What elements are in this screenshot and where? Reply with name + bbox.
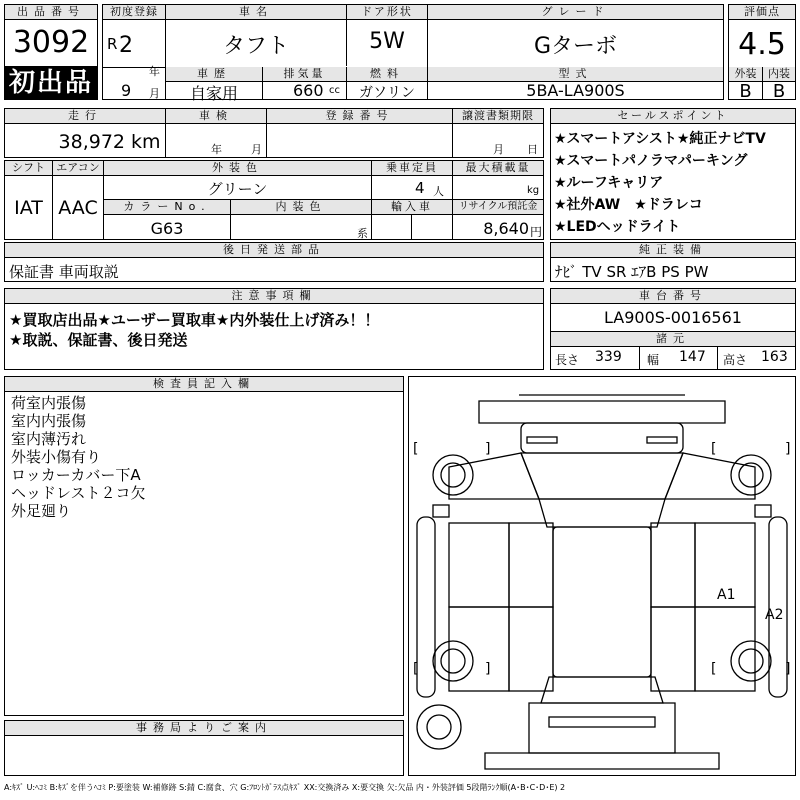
score-box [728,4,796,100]
car-outline [409,377,795,775]
height-value: 163 [761,349,788,365]
ext-color-label: 外装色 [104,161,371,176]
inspector-label: 検査員記入欄 [5,377,403,392]
width-label: 幅 [647,353,660,367]
mileage-value: 38,972 [58,131,125,153]
inspector-line-1: 荷室内張傷 [11,394,87,412]
equipment-label: 純正装備 [551,243,795,258]
length-value: 339 [595,349,622,365]
interior-grade: B [772,81,786,102]
bracket-rear-left-close: ] [485,661,491,677]
transfer-month-unit: 月 [493,143,504,156]
length-label: 長さ [555,353,580,367]
plate-label: 登録番号 [267,109,452,124]
grade-label: グレード [428,5,723,20]
inspector-line-3: 室内薄汚れ [11,430,87,448]
width-value: 147 [679,349,706,365]
first-listing-badge [4,66,98,100]
bracket-rear-right-open: [ [711,661,717,677]
damage-mark-a1: A1 [717,587,736,603]
office-box [4,720,404,776]
specs-label: 諸元 [551,332,795,347]
chassis-value: LA900S-0016561 [604,308,742,327]
exterior-label: 外装 [729,67,762,82]
bracket-right-open: [ [711,441,717,457]
inspector-line-7: 外足廻り [11,502,72,520]
reg-month: 9 [121,81,132,100]
selling-points-label: セールスポイント [551,109,795,124]
inspection-label: 車検 [166,109,266,124]
transfer-day-unit: 日 [527,143,538,156]
bracket-rear-left-open: [ [413,661,419,677]
capacity-label: 乗車定員 [372,161,452,176]
displacement-unit: cc [329,85,340,96]
selling-point-5: ★LEDヘッドライト [554,219,681,235]
inspector-line-6: ヘッドレスト２コ欠 [11,484,146,502]
car-name-label: 車名 [166,5,346,20]
bracket-left-open: [ [413,441,419,457]
equipment-box [550,242,796,282]
month-unit: 月 [149,87,160,100]
door-value: 5W [369,29,405,54]
grade-value: Gターボ [533,34,618,59]
int-color-label: 内装色 [231,200,371,215]
int-color-unit: 系 [357,227,368,240]
color-no-value: G63 [150,219,184,238]
import-label: 輸入車 [372,200,452,215]
payload-label: 最大積載量 [453,161,543,176]
later-parts-label: 後日発送部品 [5,243,543,258]
displacement-label: 排気量 [263,67,346,82]
interior-label: 内装 [763,67,795,82]
aircon-label: エアコン [53,161,103,176]
first-reg-label: 初度登録 [103,5,165,20]
first-listing-text: 初出品 [8,68,93,98]
recycle-unit: 円 [530,225,543,239]
notes-box [4,288,544,370]
inspection-month-unit: 月 [251,143,262,156]
era: R [107,35,118,53]
header-grid [102,4,724,103]
later-parts-value: 保証書 車両取説 [9,263,119,281]
lot-label: 出品番号 [5,5,97,20]
capacity-unit: 人 [433,185,444,198]
car-diagram [408,376,796,776]
score-value: 4.5 [738,27,786,62]
selling-point-1: ★スマートアシスト★純正ナビTV [554,131,766,147]
equipment-value: ﾅﾋﾞ TV SR ｴｱB PS PW [555,263,709,281]
transfer-label: 譲渡書類期限 [453,109,543,124]
row2-grid [4,108,544,158]
mileage-unit: km [131,131,161,153]
door-label: ドア形状 [347,5,427,20]
office-label: 事務局よりご案内 [5,721,403,736]
bracket-rear-right-close: ] [785,661,791,677]
notes-line-2: ★取説、保証書、後日発送 [9,331,188,349]
model-value: 5BA-LA900S [526,81,625,100]
legend: A:ｷｽﾞ U:ﾍｺﾐ B:ｷｽﾞを伴うﾍｺﾐ P:要塗装 W:補修跡 S:錆 C:腐食、穴 G:ﾌﾛﾝﾄｶﾞﾗｽ点ｷｽﾞ XX:交換済み X:要交換 欠:欠品 内・外装評価 5段階ﾗﾝｸ順(A･B･C･D･E) 2 [4,783,566,792]
capacity-value: 4 [415,179,425,197]
fuel-label: 燃料 [347,67,427,82]
selling-point-2: ★スマートパノラマパーキング [554,153,748,169]
car-name: タフト [222,34,289,59]
height-label: 高さ [723,353,748,367]
notes-line-1: ★買取店出品★ユーザー買取車★内外装仕上げ済み！！ [9,311,380,329]
history-value: 自家用 [189,84,238,103]
color-no-label: カラーNo. [104,200,230,215]
inspector-box [4,376,404,716]
row3-grid [4,160,544,240]
bracket-left-close: ] [485,441,491,457]
chassis-box [550,288,796,370]
aircon-value: AAC [58,197,98,219]
history-label: 車歴 [166,67,262,82]
fuel-value: ガソリン [359,85,415,101]
notes-label: 注意事項欄 [5,289,543,304]
chassis-label: 車台番号 [551,289,795,304]
mileage-label: 走行 [5,109,165,124]
ext-color-value: グリーン [207,180,268,198]
inspector-line-2: 室内内張傷 [11,412,87,430]
inspection-year-unit: 年 [211,143,222,156]
later-parts-box [4,242,544,282]
reg-year: 2 [119,33,133,58]
inspector-line-5: ロッカーカバー下A [11,466,141,484]
selling-point-4: ★社外AW ★ドラレコ [554,197,703,213]
payload-unit: kg [527,185,540,196]
selling-point-3: ★ルーフキャリア [554,175,664,191]
damage-mark-a2: A2 [765,607,784,623]
recycle-value: 8,640 [483,219,529,238]
year-unit: 年 [149,65,160,78]
displacement-value: 660 [293,81,324,100]
selling-points-box [550,108,796,240]
exterior-grade: B [739,81,752,102]
inspector-line-4: 外装小傷有り [11,448,102,466]
lot-number: 3092 [12,25,90,60]
recycle-label: リサイクル預託金 [453,200,543,215]
bracket-right-close: ] [785,441,791,457]
score-label: 評価点 [729,5,795,20]
shift-value: IAT [14,197,43,219]
model-label: 型式 [428,67,723,82]
shift-label: シフト [5,161,52,176]
